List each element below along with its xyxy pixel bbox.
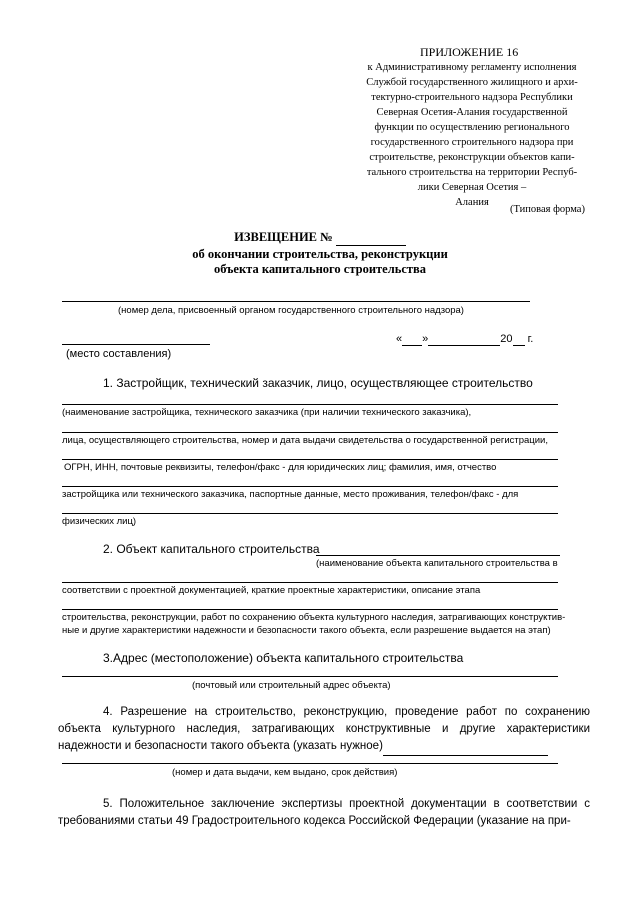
appendix-line: к Административному регламенту исполнения [367,62,577,73]
section4-field-line[interactable] [62,763,558,764]
section1-caption: ОГРН, ИНН, почтовые реквизиты, телефон/факс - для юридических лиц; фамилия, имя, отчество [64,462,497,473]
section3-field-line[interactable] [62,676,558,677]
appendix-line: функции по осуществлению регионального [374,122,570,133]
date-field [396,333,533,346]
place-caption: (место составления) [66,348,172,360]
date-year-prefix: 20 [500,333,513,345]
section2-field-line[interactable] [316,555,560,556]
date-year-suffix: г. [527,333,534,345]
section1-caption: лица, осуществляющего строительства, номер и дата выдачи свидетельства о государственной регистрации, [62,435,549,446]
appendix-line: Службой государственного жилищного и архи- [366,77,578,88]
section3-caption: (почтовый или строительный адрес объекта) [192,680,391,691]
date-month-field[interactable] [428,333,500,346]
form-type-label: (Типовая форма) [510,204,585,215]
appendix-line: лики Северная Осетия – [417,182,527,193]
case-number-field[interactable] [62,301,530,302]
section4-paragraph: 4. Разрешение на строительство, реконструкцию, проведение работ по сохранению объекта культурного наследия, затрагивающих конструктивные и другие характеристики надежности и безопасности такого объекта (указать нужное) [58,706,590,752]
section1-caption: застройщика или технического заказчика, паспортные данные, место проживания, телефон/факс - для [62,489,519,500]
appendix-line: строительстве, реконструкции объектов капи- [369,152,575,163]
section2-caption: соответствии с проектной документацией, краткие проектные характеристики, описание этапа [62,585,481,596]
appendix-line: Северная Осетия-Алания государственной [376,107,568,118]
appendix-title: ПРИЛОЖЕНИЕ 16 [420,45,519,59]
case-number-caption: (номер дела, присвоенный органом государственного строительного надзора) [118,305,464,316]
section1-caption: физических лиц) [62,516,137,527]
notice-subtitle-1: об окончании строительства, реконструкции [192,247,448,261]
appendix-line: Алания [455,197,489,208]
section4-text [58,704,590,756]
notice-number-field[interactable] [336,230,406,246]
section2-caption: ные и другие характеристики надежности и безопасности такого объекта, если разрешение выдается на этап) [62,625,551,636]
notice-title-row [0,230,640,246]
section3-heading: 3.Адрес (местоположение) объекта капитального строительства [103,651,464,665]
section1-field-line[interactable] [62,486,558,487]
section2-field-line[interactable] [62,582,558,583]
section2-caption: строительства, реконструкции, работ по сохранению объекта культурного наследия, затрагивающих конструктив- [62,612,566,623]
section1-field-line[interactable] [62,459,558,460]
section2-field-line[interactable] [62,609,558,610]
date-day-field[interactable] [402,333,422,346]
section1-field-line[interactable] [62,404,558,405]
date-year-field[interactable] [513,333,525,346]
section2-heading: 2. Объект капитального строительства [103,542,320,556]
date-close-quote: » [422,333,429,345]
appendix-line: тектурно-строительного надзора Республики [371,92,573,103]
place-field[interactable] [62,344,210,345]
section4-inline-field[interactable] [383,738,548,756]
date-open-quote: « [396,333,403,345]
appendix-line: государственного строительного надзора при [370,137,574,148]
section1-heading: 1. Застройщик, технический заказчик, лицо, осуществляющее строительство [103,376,533,390]
section1-field-line[interactable] [62,513,558,514]
section4-caption: (номер и дата выдачи, кем выдано, срок действия) [172,767,398,778]
section1-field-line[interactable] [62,432,558,433]
notice-subtitle-2: объекта капитального строительства [213,262,427,276]
section5-text: 5. Положительное заключение экспертизы проектной документации в соответствии с требованиями статьи 49 Градостроительного кодекса Российской Федерации (указание на при- [58,798,590,827]
section1-caption: (наименование застройщика, технического заказчика (при наличии технического заказчика), [62,407,472,418]
appendix-line: тального строительства на территории Респуб- [366,167,578,178]
notice-title: ИЗВЕЩЕНИЕ № [234,230,333,244]
appendix-text [352,60,592,210]
section2-caption: (наименование объекта капитального строительства в [316,558,558,569]
